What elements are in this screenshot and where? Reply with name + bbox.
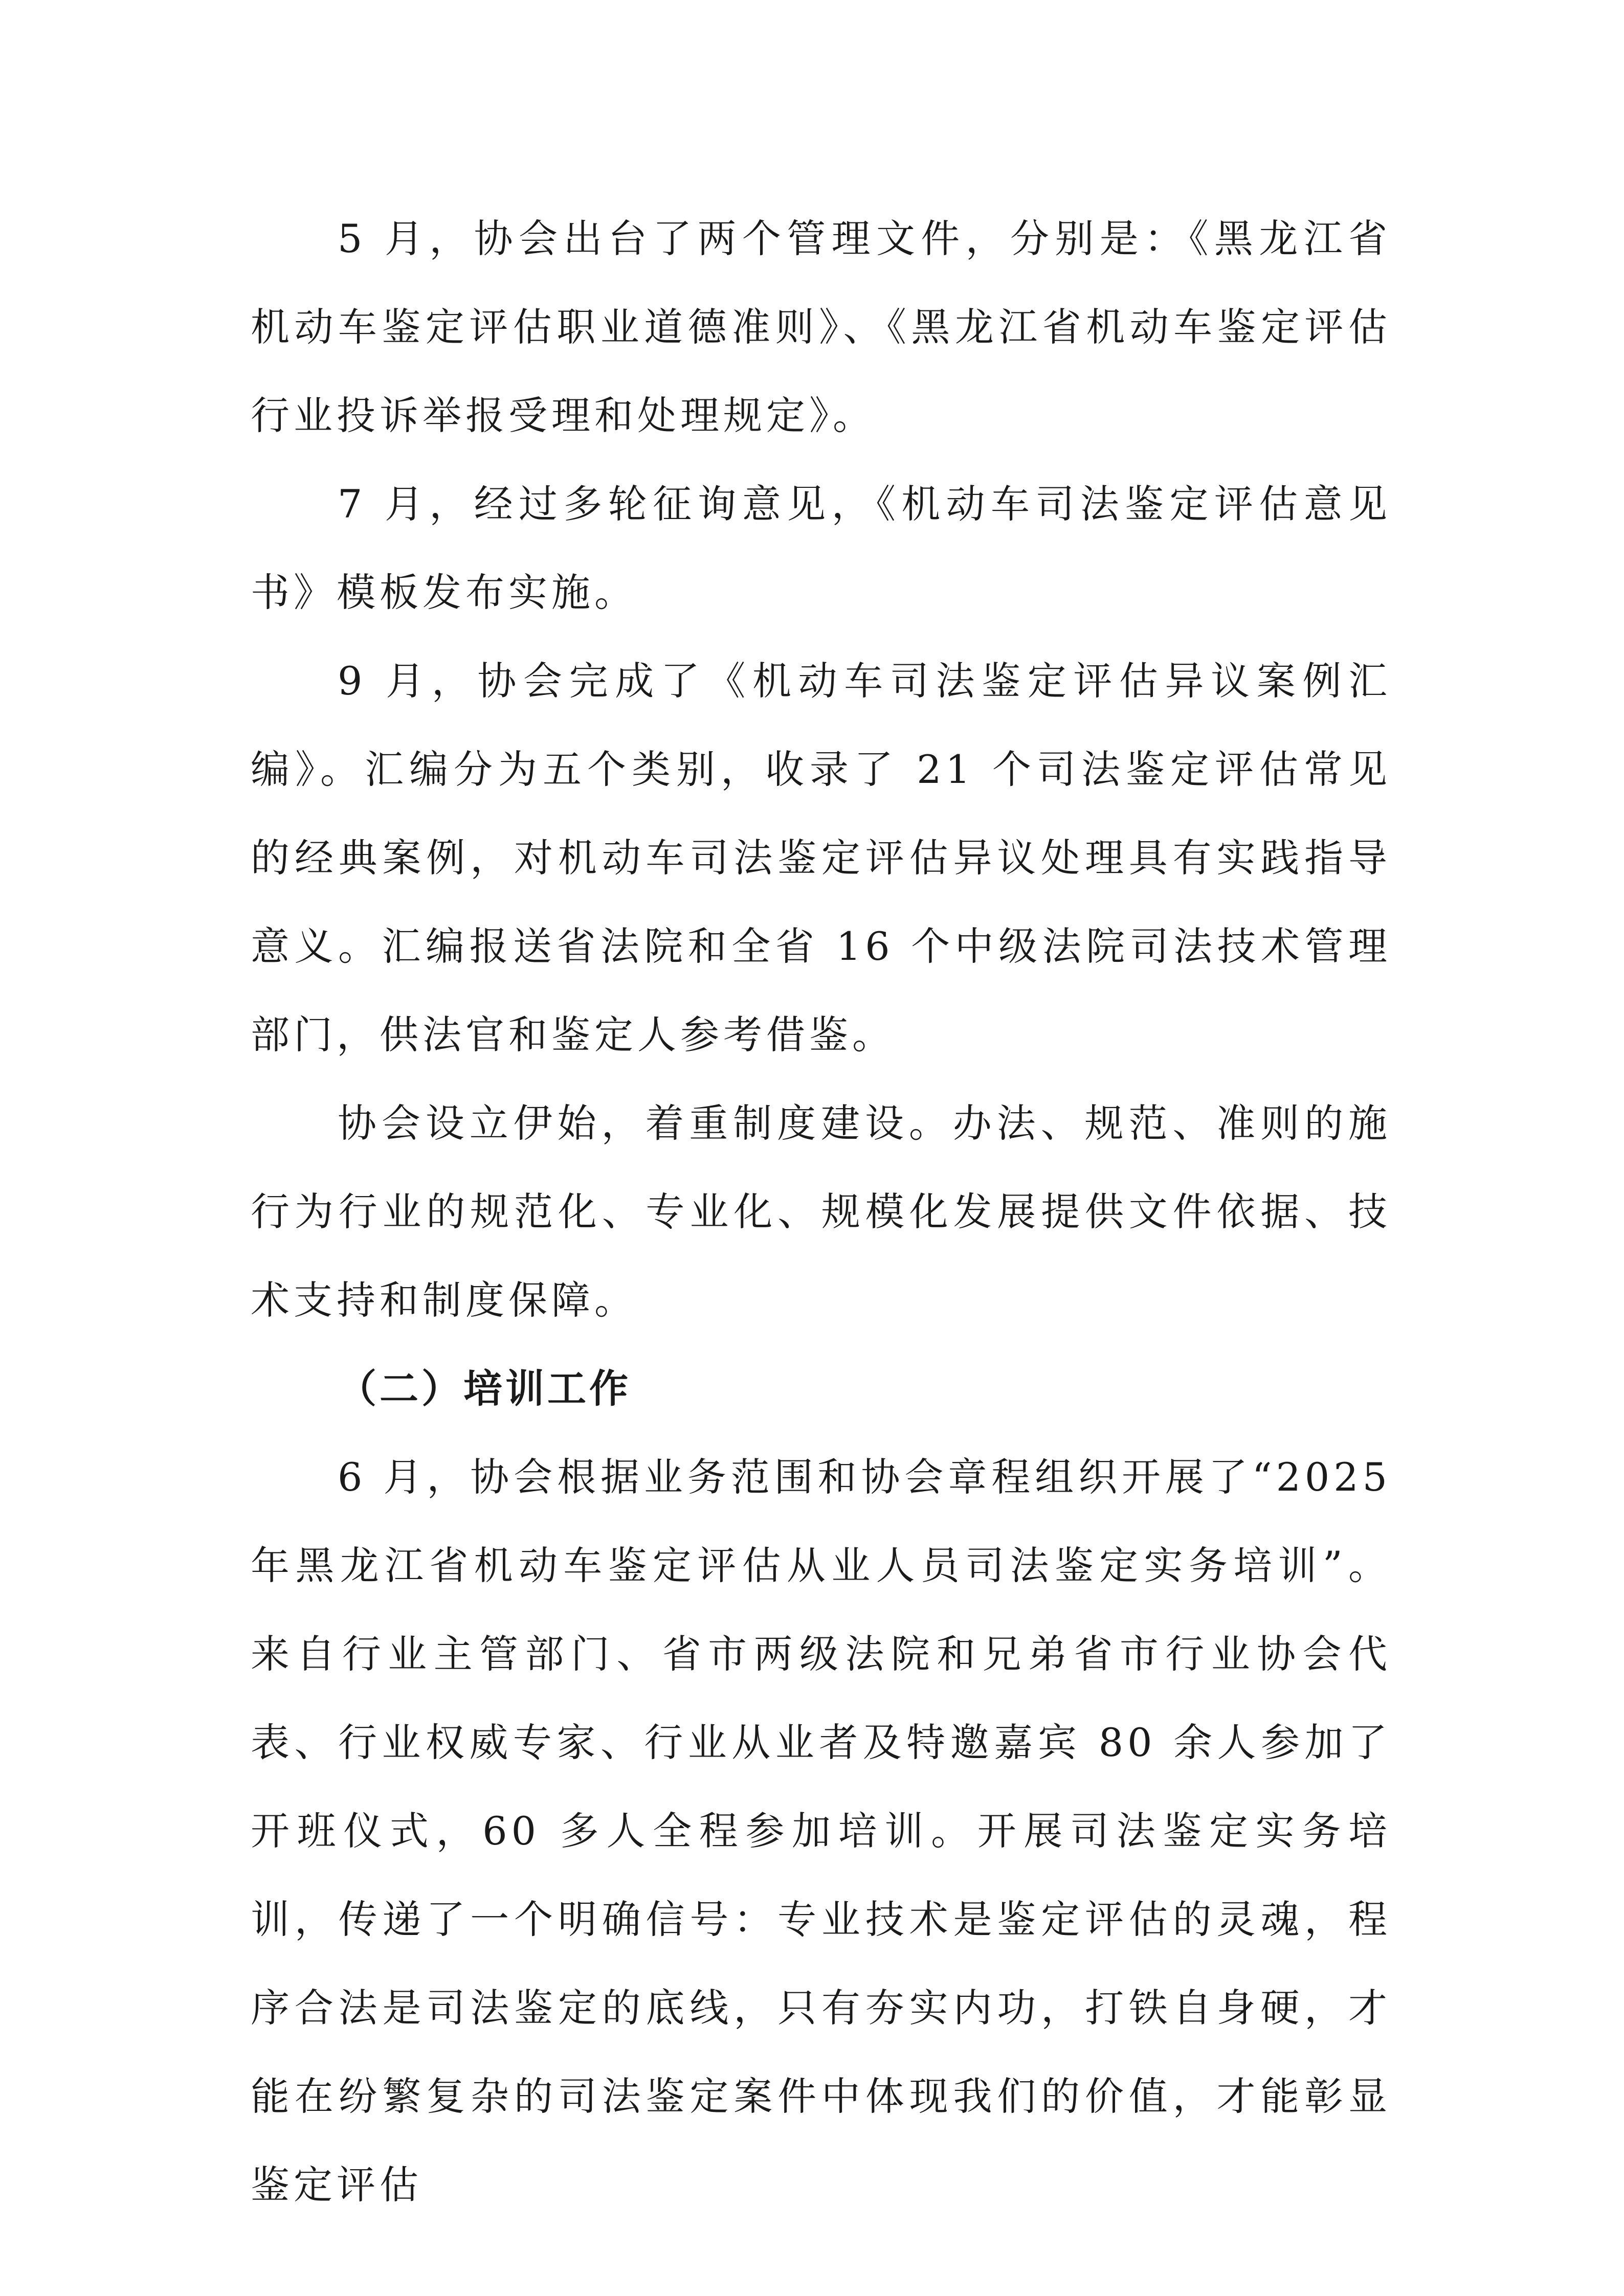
paragraph-june-training: 6 月，协会根据业务范围和协会章程组织开展了“2025 年黑龙江省机动车鉴定评估从业人员司法鉴定实务培训”。来自行业主管部门、省市两级法院和兄弟省市行业协会代表、行业权威专家、行业从业者及特邀嘉宾 80 余人参加了开班仪式，60 多人全程参加培训。开展司法鉴定实务培训，传递了一个明确信号：专业技术是鉴定评估的灵魂，程序合法是司法鉴定的底线，只有夯实内功，打铁自身硬，才能在纷繁复杂的司法鉴定案件中体现我们的价值，才能彰显鉴定评估 [251,1454,1391,2208]
section-heading-training: （二）培训工作 [338,1366,631,1411]
paragraph-september-casebook: 9 月，协会完成了《机动车司法鉴定评估异议案例汇编》。汇编分为五个类别，收录了 21 个司法鉴定评估常见的经典案例，对机动车司法鉴定评估异议处理具有实践指导意义。汇编报送省法院和全省 16 个中级法院司法技术管理部门，供法官和鉴定人参考借鉴。 [251,658,1391,1057]
paragraph-july-template: 7 月，经过多轮征询意见，《机动车司法鉴定评估意见书》模板发布实施。 [251,481,1391,615]
paragraph-may-documents: 5 月，协会出台了两个管理文件，分别是：《黑龙江省机动车鉴定评估职业道德准则》、《黑龙江省机动车鉴定评估行业投诉举报受理和处理规定》。 [251,216,1391,438]
paragraph-institution-building: 协会设立伊始，着重制度建设。办法、规范、准则的施行为行业的规范化、专业化、规模化发展提供文件依据、技术支持和制度保障。 [251,1100,1391,1323]
document-body [251,194,1391,2229]
